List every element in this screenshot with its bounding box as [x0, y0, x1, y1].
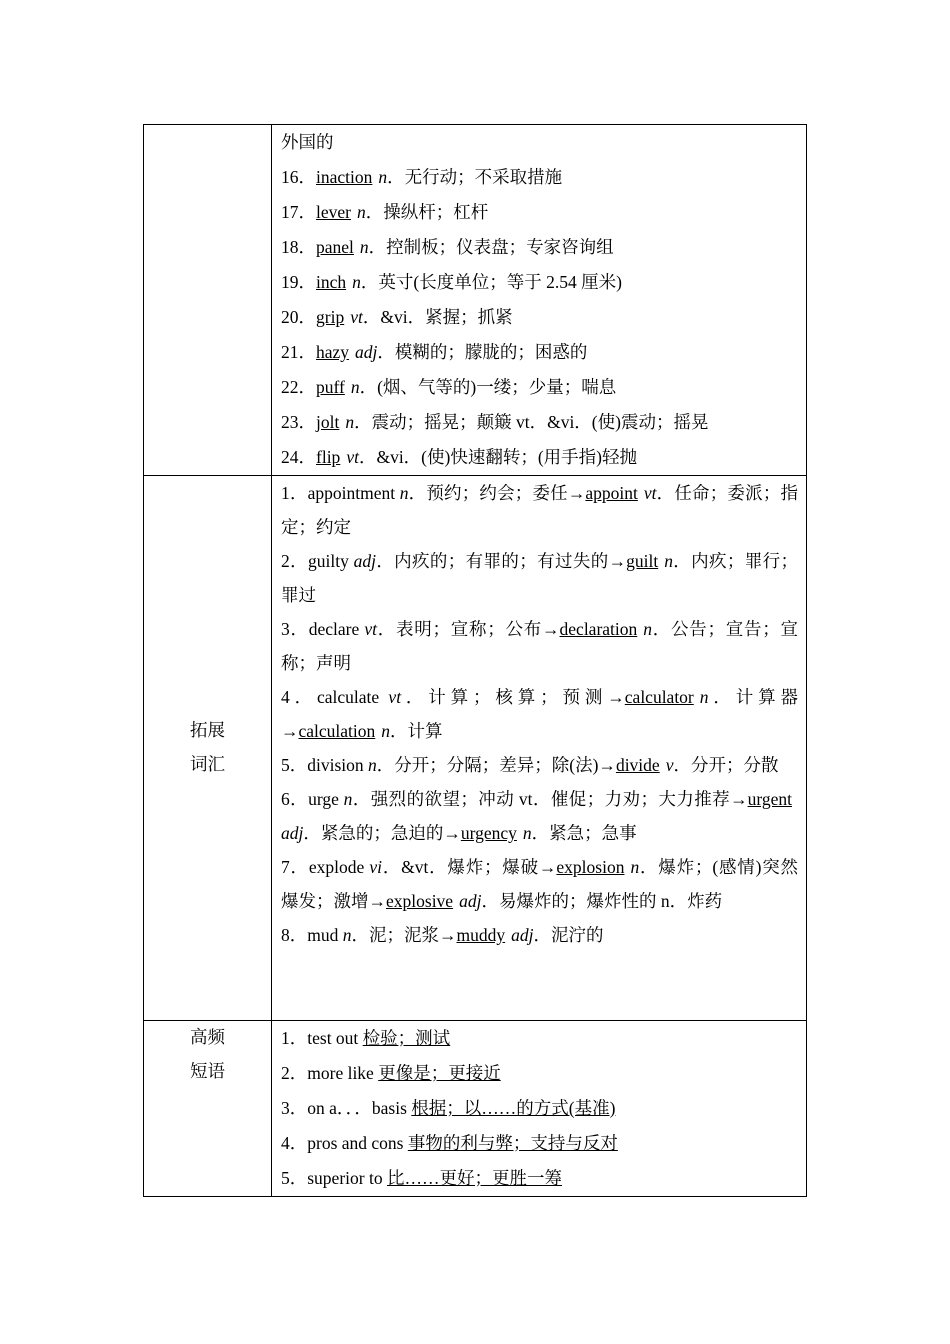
phrase-item: 5．superior to 比……更好；更胜一筹: [281, 1168, 562, 1188]
vocab-line: 17．lever n．操纵杆；杠杆: [281, 202, 489, 222]
vocab-word: puff: [316, 377, 345, 397]
vocab-line: 22．puff n．(烟、气等的)一缕；少量；喘息: [281, 377, 617, 397]
phrase-item: 4．pros and cons 事物的利与弊；支持与反对: [281, 1133, 618, 1153]
vocab-line: 20．grip vt．&vi．紧握；抓紧: [281, 307, 513, 327]
word-family-item: 7．explode vi．&vt．爆炸；爆破→explosion n．爆炸；(感情)突然爆发；激增→explosive adj．易爆炸的；爆炸性的 n．炸药: [281, 857, 798, 911]
word-family-item: 2．guilty adj．内疚的；有罪的；有过失的→guilt n．内疚；罪行；罪过: [281, 551, 799, 605]
vocab-word: flip: [316, 447, 341, 467]
derived-word: guilt: [626, 551, 659, 571]
extended-vocab-row: [144, 476, 807, 1021]
vocab-line: 16．inaction n．无行动；不采取措施: [281, 167, 563, 187]
derived-word: explosion: [556, 857, 625, 877]
derived-word: explosive: [386, 891, 454, 911]
core-vocab-row: [144, 125, 807, 476]
phrases-label-cell: [144, 1021, 272, 1197]
word-family-item: 5．division n．分开；分隔；差异；除(法)→divide v．分开；分散: [281, 755, 779, 775]
derived-word: divide: [615, 755, 660, 775]
vocab-word: hazy: [316, 342, 350, 362]
phrase-meaning: 事物的利与弊；支持与反对: [407, 1133, 618, 1153]
vocab-word: inaction: [316, 167, 373, 187]
derived-word: muddy: [456, 925, 506, 945]
derived-word: urgency: [460, 823, 517, 843]
phrase-meaning: 根据；以……的方式(基准): [411, 1098, 616, 1118]
vocab-word: jolt: [316, 412, 340, 432]
phrase-item: 1．test out 检验；测试: [281, 1028, 451, 1048]
word-family-item: 4．calculate vt．计算；核算；预测→calculator n．计算器→calculation n．计算: [281, 687, 799, 741]
vocab-line: 外国的: [281, 132, 334, 152]
phrase-item: 3．on a．．．basis 根据；以……的方式(基准): [281, 1098, 616, 1118]
phrase-meaning: 比……更好；更胜一筹: [386, 1168, 562, 1188]
derived-word: appoint: [585, 483, 638, 503]
vocab-word: panel: [316, 237, 354, 257]
derived-word: calculator: [624, 687, 694, 707]
phrase-item: 2．more like 更像是；更接近: [281, 1063, 501, 1083]
extended-vocab-content: [272, 476, 807, 1021]
vocab-word: grip: [316, 307, 345, 327]
word-family-item: 8．mud n．泥；泥浆→muddy adj．泥泞的: [281, 925, 604, 945]
vocab-line: 18．panel n．控制板；仪表盘；专家咨询组: [281, 237, 614, 257]
section-label: 拓展 词汇: [190, 721, 225, 775]
word-family-item: 1．appointment n．预约；约会；委任→appoint vt．任命；委派；指定；约定: [281, 483, 799, 537]
extended-vocab-label-cell: [144, 476, 272, 1021]
vocab-word: inch: [316, 272, 347, 292]
vocab-word: lever: [316, 202, 351, 222]
vocabulary-table: [143, 124, 807, 1197]
word-family-item: 3．declare vt．表明；宣称；公布→declaration n．公告；宣告；宣称；声明: [281, 619, 799, 673]
derived-word: calculation: [298, 721, 376, 741]
vocab-line: 24．flip vt．&vi．(使)快速翻转；(用手指)轻抛: [281, 447, 637, 467]
section-label: 高频 短语: [190, 1028, 225, 1082]
phrases-content: [272, 1021, 807, 1197]
vocab-line: 21．hazy adj．模糊的；朦胧的；困惑的: [281, 342, 588, 362]
vocab-line: 23．jolt n．震动；摇晃；颠簸 vt．&vi．(使)震动；摇晃: [281, 412, 709, 432]
phrases-row: [144, 1021, 807, 1197]
word-family-item: 6．urge n．强烈的欲望；冲动 vt．催促；力劝；大力推荐→urgentadj．紧急的；急迫的→urgency n．紧急；急事: [281, 789, 792, 843]
core-vocab-content: [272, 125, 807, 476]
vocab-line: 19．inch n．英寸(长度单位；等于 2.54 厘米): [281, 272, 622, 292]
core-vocab-label-cell: [144, 125, 272, 476]
phrase-meaning: 检验；测试: [362, 1028, 451, 1048]
phrase-meaning: 更像是；更接近: [378, 1063, 501, 1083]
derived-word: declaration: [559, 619, 638, 639]
derived-word: urgent: [747, 789, 792, 809]
